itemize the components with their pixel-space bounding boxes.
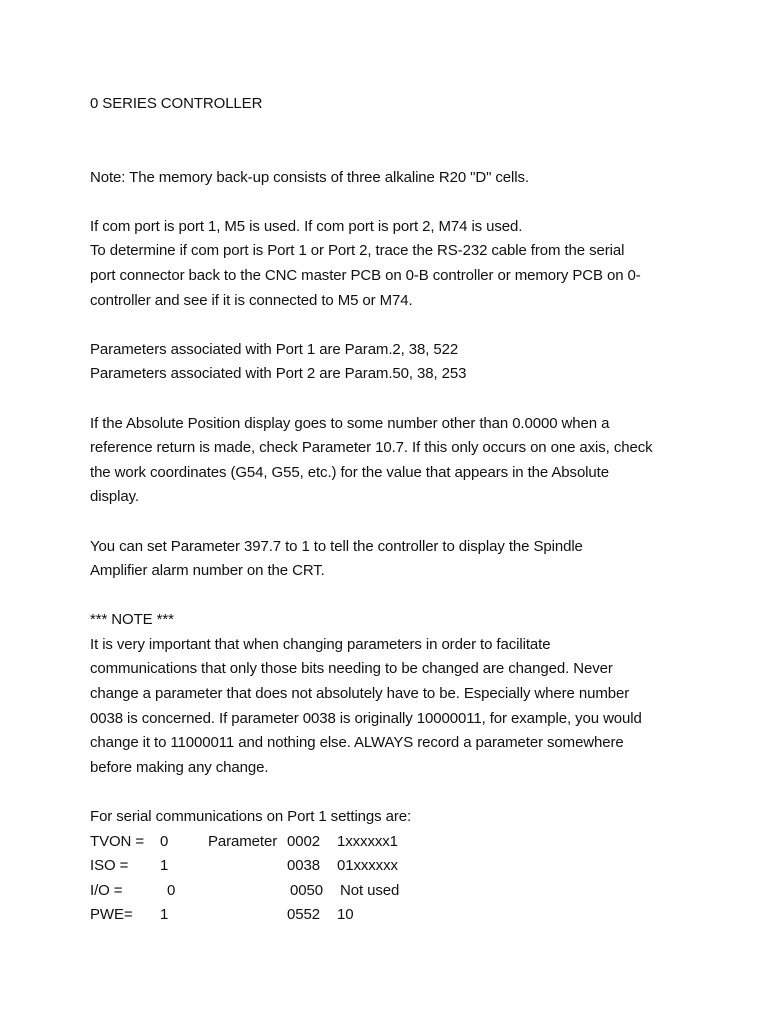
text-line: change a parameter that does not absolutely have to be. Especially where number bbox=[90, 685, 630, 703]
text-line: port connector back to the CNC master PCB on 0-B controller or memory PCB on 0- bbox=[90, 266, 641, 284]
setting-label: TVON = bbox=[90, 832, 144, 850]
note-heading: *** NOTE *** bbox=[90, 611, 174, 629]
setting-label: PWE= bbox=[90, 906, 133, 924]
parameter-number: 0552 bbox=[287, 906, 320, 924]
setting-label: ISO = bbox=[90, 857, 129, 875]
setting-value: 0 bbox=[167, 881, 176, 899]
port-parameters-paragraph bbox=[90, 338, 690, 387]
parameter-label: Parameter bbox=[208, 832, 278, 850]
text-line: If com port is port 1, M5 is used. If com port is port 2, M74 is used. bbox=[90, 217, 523, 235]
parameter-number: 0002 bbox=[287, 832, 320, 850]
parameter-setting: Not used bbox=[340, 881, 400, 899]
spindle-alarm-paragraph bbox=[90, 535, 690, 584]
text-line: Note: The memory back-up consists of three alkaline R20 "D" cells. bbox=[90, 168, 529, 186]
settings-heading: For serial communications on Port 1 settings are: bbox=[90, 808, 412, 826]
settings-row bbox=[90, 854, 690, 879]
parameter-number: 0050 bbox=[290, 881, 323, 899]
text-line: To determine if com port is Port 1 or Port 2, trace the RS-232 cable from the serial bbox=[90, 242, 625, 260]
note-paragraph bbox=[90, 166, 690, 191]
text-line: reference return is made, check Parameter 10.7. If this only occurs on one axis, check bbox=[90, 439, 653, 457]
warning-note-paragraph bbox=[90, 608, 690, 780]
text-line: Parameters associated with Port 1 are Param.2, 38, 522 bbox=[90, 340, 459, 358]
text-line: communications that only those bits needing to be changed are changed. Never bbox=[90, 660, 613, 678]
page-title: 0 SERIES CONTROLLER bbox=[90, 95, 263, 112]
parameter-setting: 10 bbox=[337, 906, 354, 924]
setting-value: 1 bbox=[160, 906, 169, 924]
absolute-position-paragraph bbox=[90, 412, 690, 510]
text-line: controller and see if it is connected to M5 or M74. bbox=[90, 291, 413, 309]
setting-label: I/O = bbox=[90, 881, 123, 899]
text-line: 0038 is concerned. If parameter 0038 is originally 10000011, for example, you would bbox=[90, 709, 642, 727]
text-line: before making any change. bbox=[90, 758, 269, 776]
text-line: the work coordinates (G54, G55, etc.) for the value that appears in the Absolute bbox=[90, 463, 609, 481]
parameter-setting: 01xxxxxx bbox=[337, 857, 398, 875]
document-page bbox=[90, 92, 690, 928]
text-line: display. bbox=[90, 488, 139, 506]
setting-value: 1 bbox=[160, 857, 169, 875]
parameter-number: 0038 bbox=[287, 857, 320, 875]
settings-row bbox=[90, 830, 690, 855]
parameter-setting: 1xxxxxx1 bbox=[337, 832, 398, 850]
text-line: Parameters associated with Port 2 are Param.50, 38, 253 bbox=[90, 365, 467, 383]
text-line: change it to 11000011 and nothing else. ALWAYS record a parameter somewhere bbox=[90, 734, 624, 752]
com-port-paragraph bbox=[90, 215, 690, 313]
text-line: You can set Parameter 397.7 to 1 to tell the controller to display the Spindle bbox=[90, 537, 583, 555]
text-line: If the Absolute Position display goes to some number other than 0.0000 when a bbox=[90, 414, 610, 432]
serial-settings-section bbox=[90, 805, 690, 928]
settings-row bbox=[90, 879, 690, 904]
text-line: Amplifier alarm number on the CRT. bbox=[90, 562, 325, 580]
settings-row bbox=[90, 903, 690, 928]
text-line: It is very important that when changing parameters in order to facilitate bbox=[90, 635, 551, 653]
setting-value: 0 bbox=[160, 832, 169, 850]
